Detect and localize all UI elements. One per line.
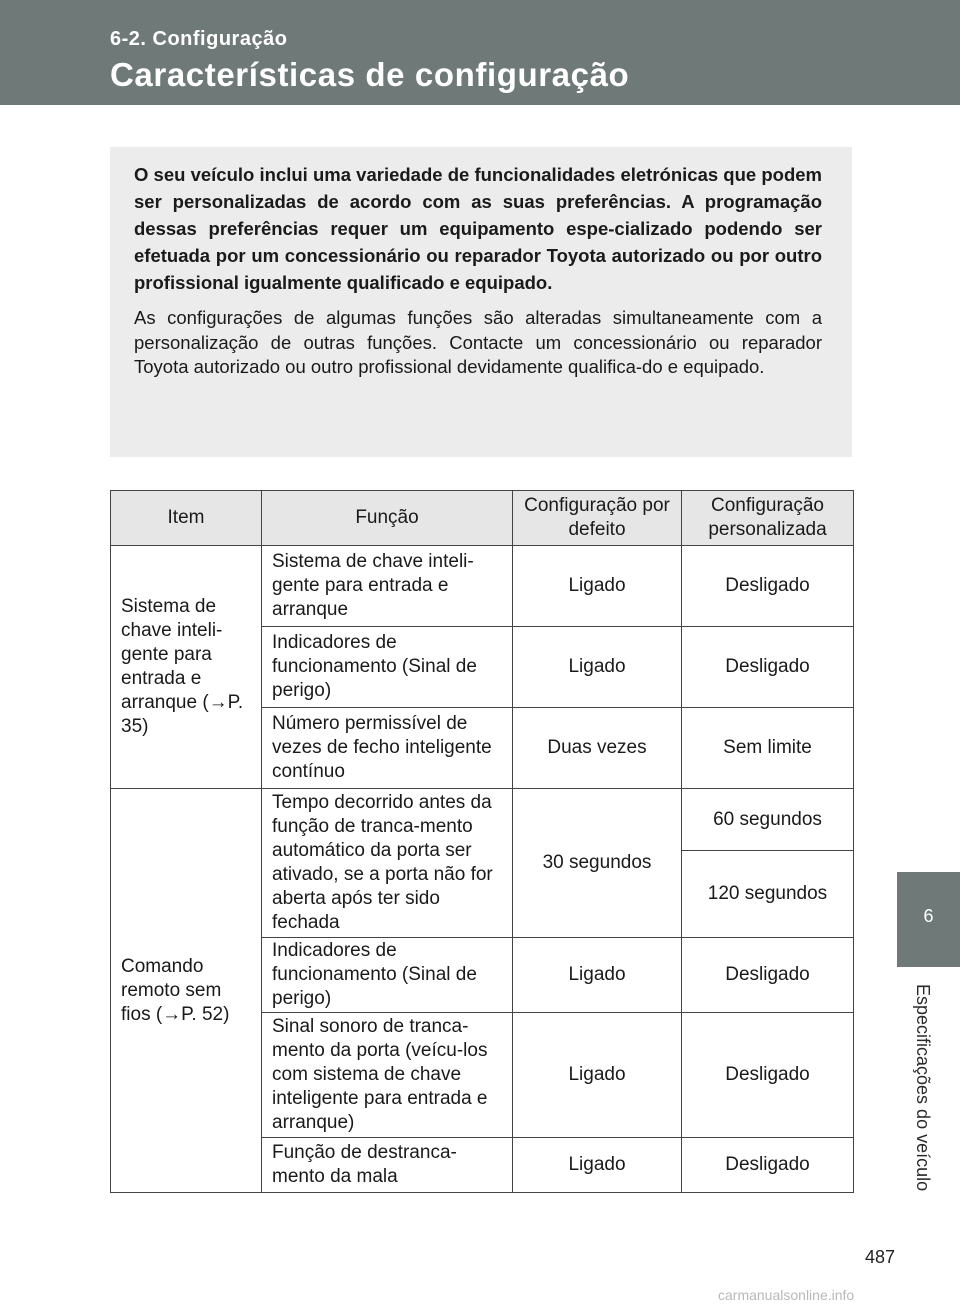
chapter-side-label: Especificações do veículo bbox=[913, 984, 933, 1192]
intro-paragraph: As configurações de algumas funções são alteradas simultaneamente com a personalização de outras funções. Contacte um concessionário ou reparador Toyota autorizado ou outro profissional devidamente qualifica-do e equipado. bbox=[134, 307, 822, 377]
default-cell: 30 segundos bbox=[513, 789, 682, 938]
default-cell: Ligado bbox=[513, 1138, 682, 1193]
table-header-row bbox=[111, 491, 854, 546]
header-custom: Configuração personalizada bbox=[682, 491, 854, 546]
default-cell: Ligado bbox=[513, 627, 682, 708]
custom-cell: Desligado bbox=[682, 1138, 854, 1193]
function-cell: Indicadores de funcionamento (Sinal de perigo) bbox=[262, 627, 513, 708]
function-cell: Tempo decorrido antes da função de tranca-mento automático da porta ser ativado, se a porta não for aberta após ter sido fechada bbox=[262, 789, 513, 938]
default-cell: Ligado bbox=[513, 1013, 682, 1138]
table-row bbox=[111, 546, 854, 627]
custom-cell: Sem limite bbox=[682, 708, 854, 789]
category-remote: Comando remoto sem fios (→P. 52) bbox=[111, 789, 262, 1193]
function-cell: Sinal sonoro de tranca-mento da porta (veícu-los com sistema de chave inteligente para entrada e arranque) bbox=[262, 1013, 513, 1138]
category-smart-key: Sistema de chave inteli-gente para entrada e arranque (→P. 35) bbox=[111, 546, 262, 789]
custom-cell: Desligado bbox=[682, 938, 854, 1013]
default-cell: Ligado bbox=[513, 938, 682, 1013]
default-cell: Duas vezes bbox=[513, 708, 682, 789]
settings-table bbox=[110, 490, 854, 1193]
custom-cell: Desligado bbox=[682, 546, 854, 627]
page-number: 487 bbox=[865, 1247, 896, 1267]
function-cell: Função de destranca-mento da mala bbox=[262, 1138, 513, 1193]
page-title: Características de configuração bbox=[110, 56, 630, 93]
chapter-tab bbox=[897, 872, 960, 967]
header-default: Configuração por defeito bbox=[513, 491, 682, 546]
function-cell: Indicadores de funcionamento (Sinal de perigo) bbox=[262, 938, 513, 1013]
function-cell: Sistema de chave inteli-gente para entrada e arranque bbox=[262, 546, 513, 627]
watermark-text: carmanualsonline.info bbox=[718, 1287, 855, 1303]
custom-cell: 60 segundos bbox=[682, 789, 854, 851]
header-function: Função bbox=[262, 491, 513, 546]
intro-bold-paragraph: O seu veículo inclui uma variedade de funcionalidades eletrónicas que podem ser personalizadas de acordo com as suas preferências. A programação dessas preferências requer um equipamento espe-cializado podendo ser efetuada por um concessionário ou reparador Toyota autorizado ou por outro profissional igualmente qualificado e equipado. bbox=[134, 164, 822, 293]
custom-cell: 120 segundos bbox=[682, 851, 854, 938]
function-cell: Número permissível de vezes de fecho inteligente contínuo bbox=[262, 708, 513, 789]
chapter-number: 6 bbox=[923, 906, 934, 926]
custom-cell: Desligado bbox=[682, 627, 854, 708]
header-item: Item bbox=[111, 491, 262, 546]
section-label: 6-2. Configuração bbox=[110, 28, 288, 50]
table-row bbox=[111, 789, 854, 851]
chapter-header bbox=[0, 0, 960, 105]
custom-cell: Desligado bbox=[682, 1013, 854, 1138]
intro-box bbox=[110, 147, 852, 457]
default-cell: Ligado bbox=[513, 546, 682, 627]
